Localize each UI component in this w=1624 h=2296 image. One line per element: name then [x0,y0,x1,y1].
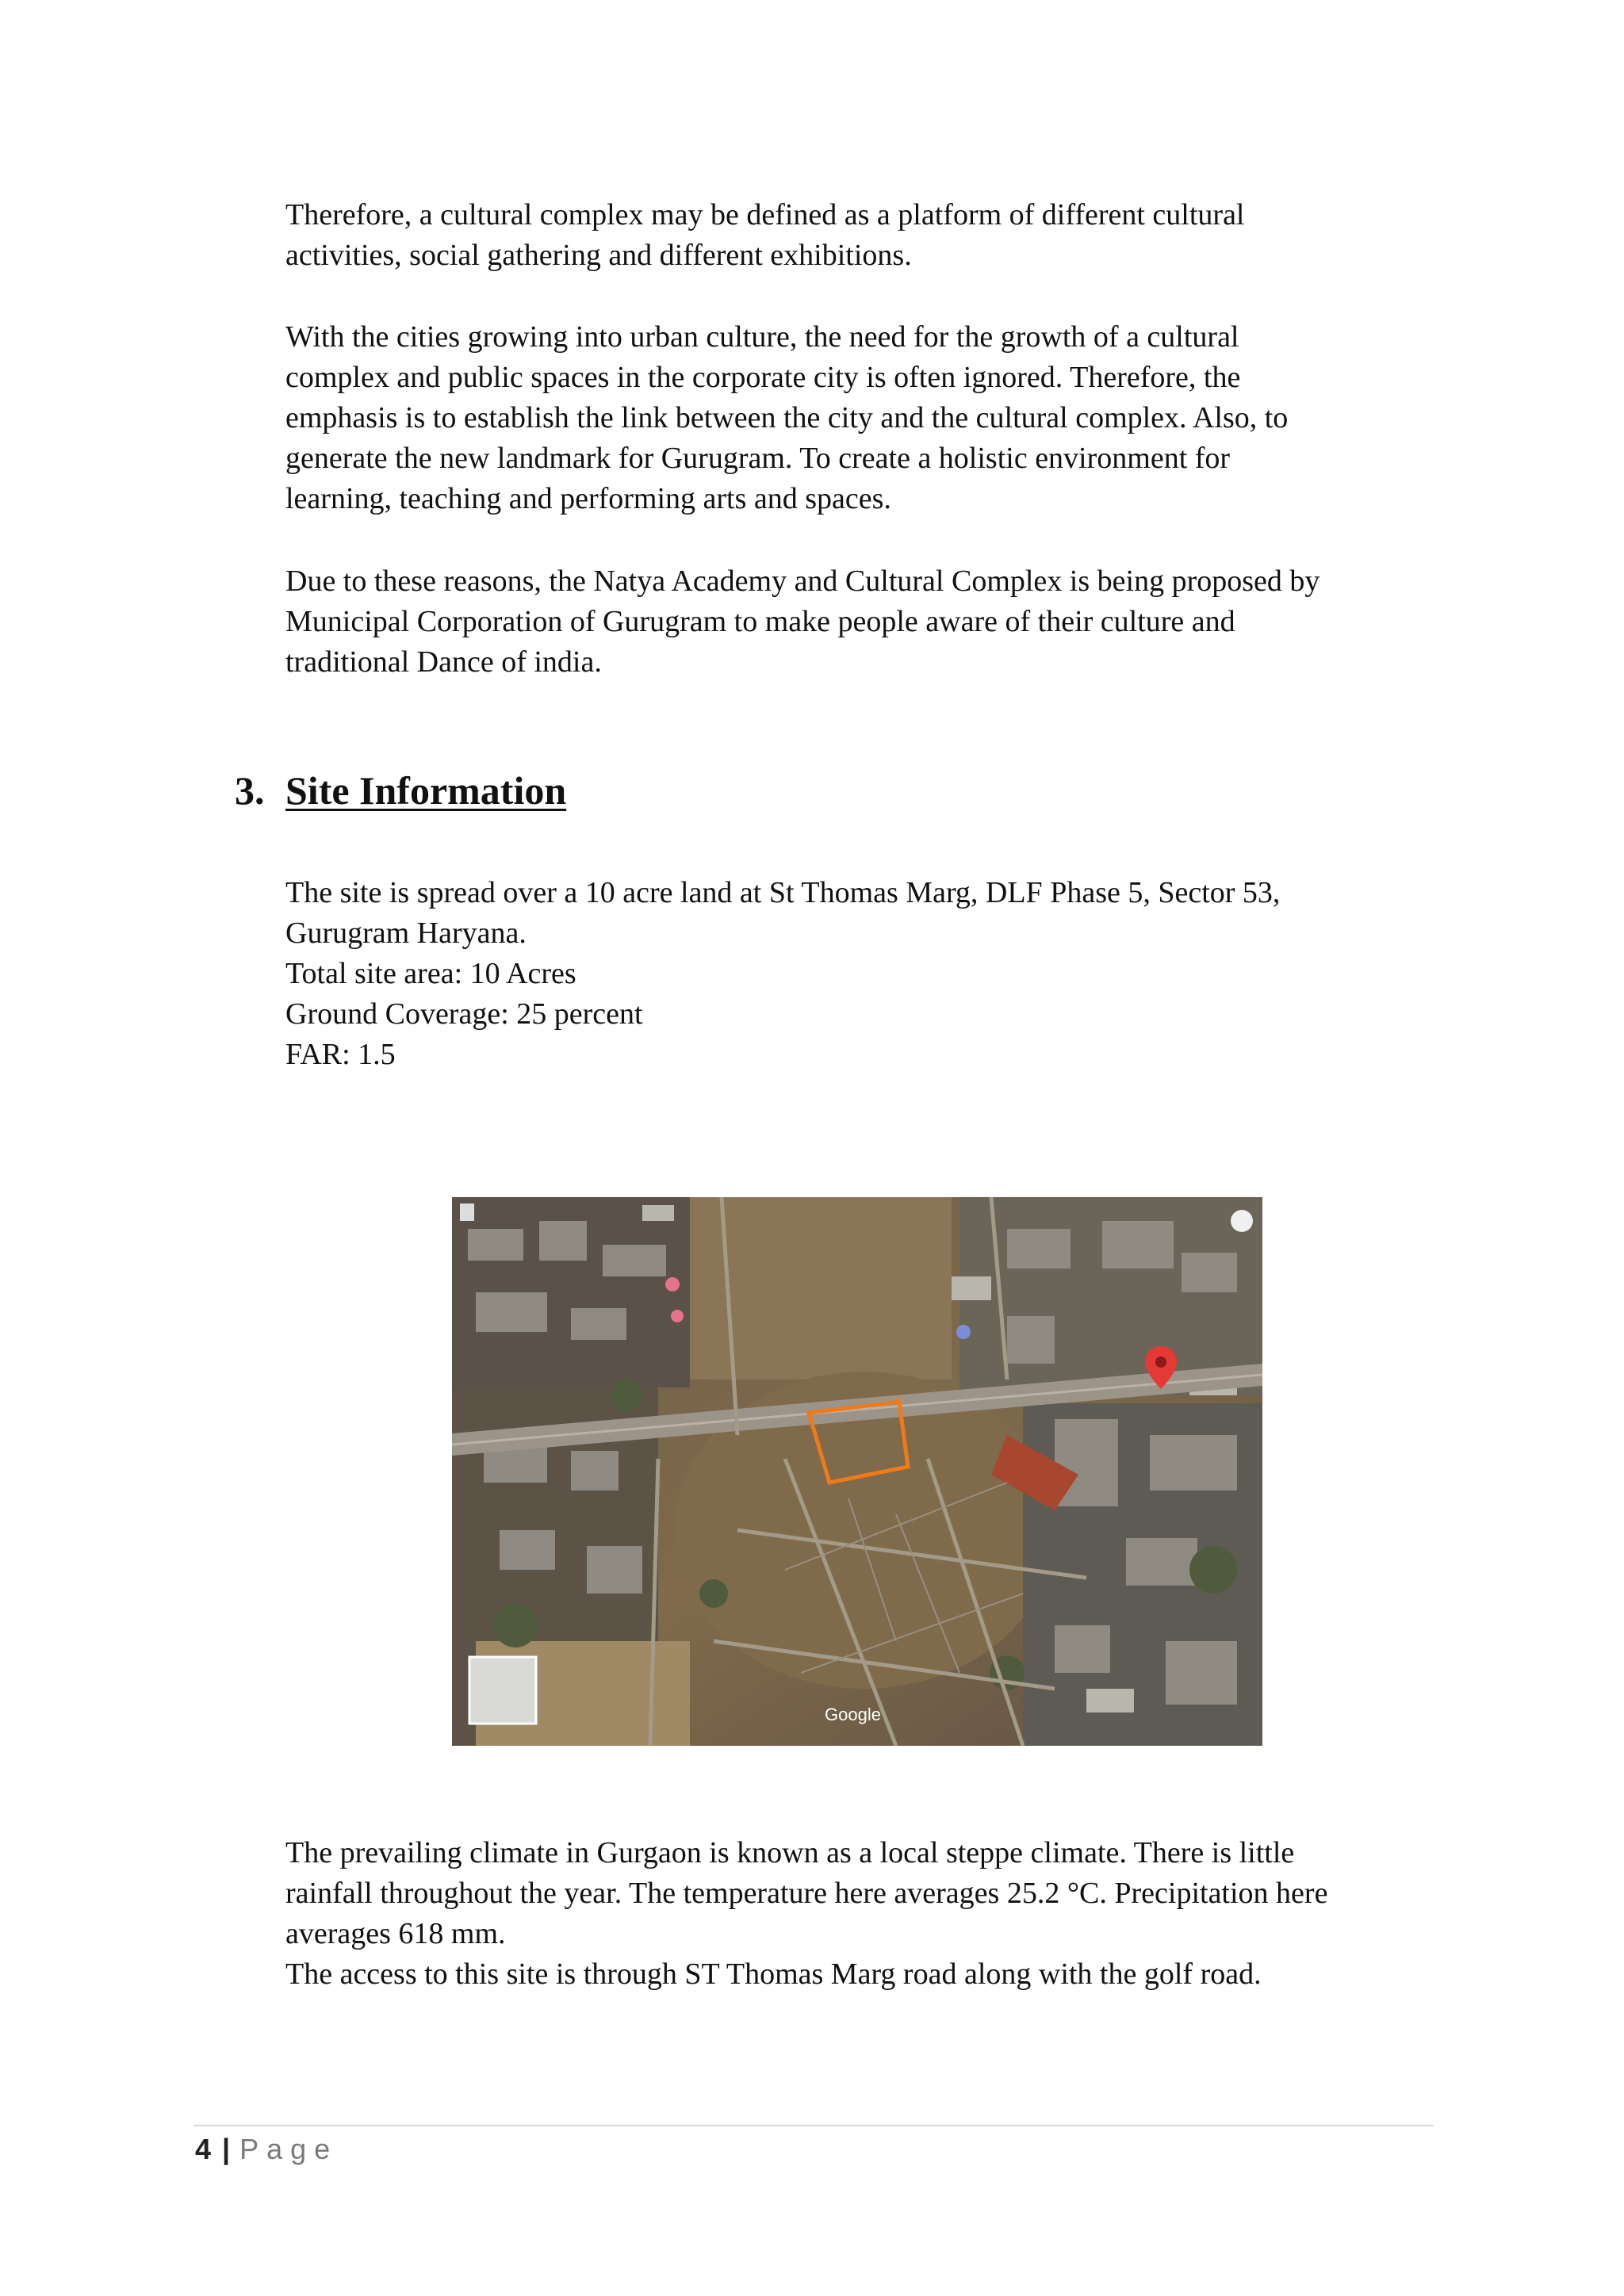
map-layer-thumbnail [469,1657,536,1724]
text-line: learning, teaching and performing arts and spaces. [285,482,891,515]
text-line: The prevailing climate in Gurgaon is known as a local steppe climate. There is little [285,1836,1295,1869]
text-line: complex and public spaces in the corporate city is often ignored. Therefore, the [285,361,1241,394]
text-line: averages 618 mm. [285,1917,506,1950]
text-line: Due to these reasons, the Natya Academy and Cultural Complex is being proposed by [285,564,1320,598]
section-title: Site Information [285,768,567,813]
page-label: Page [239,2133,339,2165]
paragraph-growth [285,317,1427,519]
section-number: 3. [235,768,265,813]
paragraph-reasons [285,561,1427,683]
site-info [285,873,1427,1075]
paragraph-intro [285,195,1427,276]
ground-coverage: Ground Coverage: 25 percent [285,997,643,1031]
map-watermark: Google [825,1705,881,1724]
site-location: The site is spread over a 10 acre land at St Thomas Marg, DLF Phase 5, Sector 53, [285,876,1281,909]
text-line: Therefore, a cultural complex may be defined as a platform of different cultural [285,198,1245,232]
map-zoom-control [460,1203,474,1221]
footer-divider [193,2125,1434,2126]
section-heading [235,763,566,818]
text-line: traditional Dance of india. [285,645,602,679]
page-footer [195,2130,338,2169]
text-line: Municipal Corporation of Gurugram to make people aware of their culture and [285,605,1235,638]
text-line: activities, social gathering and different exhibitions. [285,239,912,272]
map-compass-icon [1231,1210,1253,1232]
footer-separator: | [222,2133,231,2165]
page-number: 4 [195,2133,212,2165]
text-line: With the cities growing into urban culture, the need for the growth of a cultural [285,320,1239,354]
text-line: emphasis is to establish the link between the city and the cultural complex. Also, to [285,401,1289,434]
site-area: Total site area: 10 Acres [285,957,576,990]
site-location-cont: Gurugram Haryana. [285,916,527,950]
map-image [452,1197,1262,1746]
satellite-map [452,1197,1262,1746]
far-value: FAR: 1.5 [285,1038,396,1071]
paragraph-climate [285,1833,1427,1995]
text-line: generate the new landmark for Gurugram. To create a holistic environment for [285,442,1231,475]
text-line: rainfall throughout the year. The temperature here averages 25.2 °C. Precipitation here [285,1877,1328,1910]
text-line: The access to this site is through ST Thomas Marg road along with the golf road. [285,1957,1262,1991]
